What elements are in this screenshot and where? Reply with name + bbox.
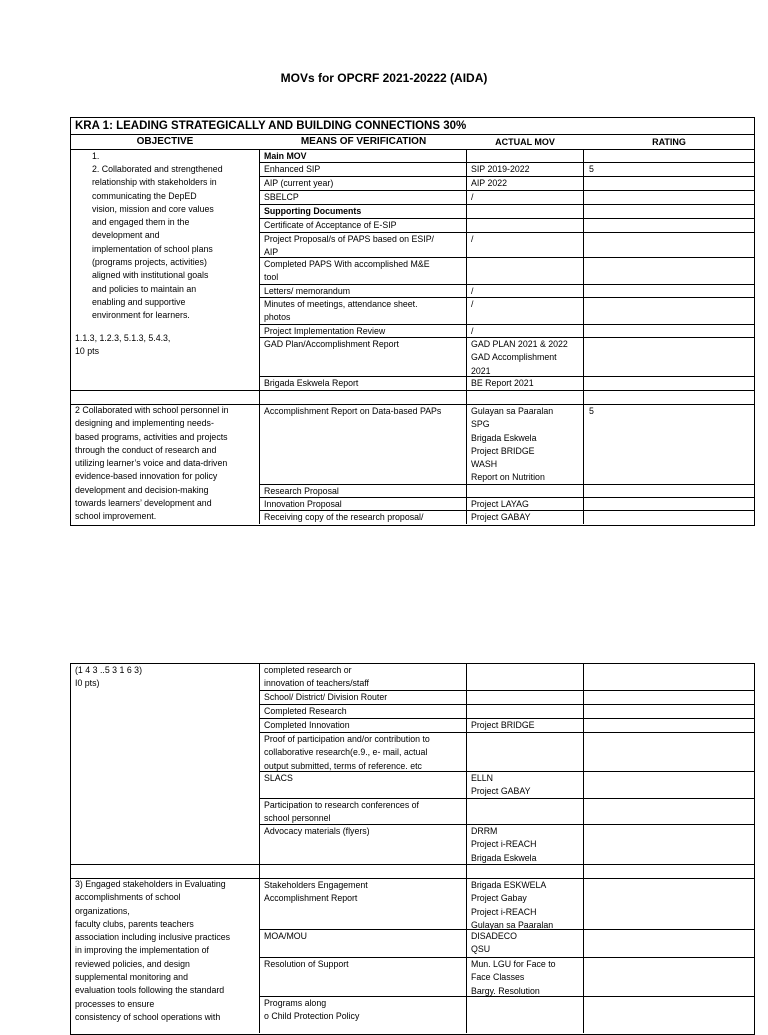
t2-row-9-mov: Stakeholders Engagement Accomplishment Report bbox=[264, 880, 368, 904]
t1-row-14-mov: Accomplishment Report on Data-based PAPs bbox=[264, 406, 442, 416]
objective-2-codes: (1 4 3 ..5 3 1 6 3) I0 pts) bbox=[75, 665, 142, 689]
t2-row-2-mov: Completed Research bbox=[264, 706, 347, 716]
t1-row-4-mov: Supporting Documents bbox=[264, 206, 362, 216]
t1-row-2-mov: AIP (current year) bbox=[264, 178, 334, 188]
objective-1-number: 1. bbox=[92, 151, 100, 161]
objective-1-text: 2. Collaborated and strengthened relationship with stakeholders in communicating the DepED vision, mission and core values and engaged them in the development and implementation of school plans (programs projects, activities) aligned with institutional goals and policies to maintain an enabling and supportive environment for learners. bbox=[92, 164, 223, 321]
t2-row-7-mov: Advocacy materials (flyers) bbox=[264, 826, 370, 836]
t2-row-1-mov: School/ District/ Division Router bbox=[264, 692, 388, 702]
t1-row-3-mov: SBELCP bbox=[264, 192, 299, 202]
t2-row-9-actual-mov: Brigada ESKWELA Project Gabay Project i-REACH Gulayan sa Paaralan bbox=[471, 880, 554, 930]
t1-row-9-actual-mov: / bbox=[471, 299, 474, 309]
t1-row-3-actual-mov: / bbox=[471, 192, 474, 202]
t2-row-10-actual-mov: DISADECO QSU bbox=[471, 931, 517, 955]
t2-row-5-mov: SLACS bbox=[264, 773, 293, 783]
t1-row-1-mov: Enhanced SIP bbox=[264, 164, 321, 174]
objective-1-codes: 1.1.3, 1.2.3, 5.1.3, 5.4.3, 10 pts bbox=[75, 333, 171, 357]
document-title: MOVs for OPCRF 2021-20222 (AIDA) bbox=[280, 71, 488, 85]
t1-row-6-mov: Project Proposal/s of PAPS based on ESIP/ AIP bbox=[264, 234, 435, 258]
kra-title: KRA 1: LEADING STRATEGICALLY AND BUILDING CONNECTIONS 30% bbox=[75, 120, 467, 132]
objective-3-text: 3) Engaged stakeholders in Evaluating accomplishments of school organizations, faculty clubs, parents teachers association including inclusive practices in improving the implementation of reviewed policies, and design supplemental monitoring and evaluation tools following the standard processes to ensure consistency of school operations with bbox=[75, 879, 231, 1022]
t2-row-3-mov: Completed Innovation bbox=[264, 720, 350, 730]
t1-row-16-actual-mov: Project LAYAG bbox=[471, 499, 529, 509]
t2-row-11-actual-mov: Mun. LGU for Face to Face Classes Bargy. Resolution bbox=[471, 959, 556, 996]
t1-row-16-mov: Innovation Proposal bbox=[264, 499, 342, 509]
header-actual-mov: ACTUAL MOV bbox=[495, 137, 555, 147]
header-rating: RATING bbox=[652, 137, 686, 147]
t2-row-6-mov: Participation to research conferences of school personnel bbox=[264, 800, 420, 824]
t1-row-10-actual-mov: / bbox=[471, 326, 474, 336]
t1-row-2-actual-mov: AIP 2022 bbox=[471, 178, 508, 188]
t1-row-8-mov: Letters/ memorandum bbox=[264, 286, 351, 296]
t2-row-12-mov: Programs along o Child Protection Policy bbox=[264, 998, 360, 1022]
t1-row-8-actual-mov: / bbox=[471, 286, 474, 296]
header-objective: OBJECTIVE bbox=[136, 136, 194, 147]
t1-row-7-mov: Completed PAPS With accomplished M&E tool bbox=[264, 259, 430, 283]
t1-row-12-actual-mov: BE Report 2021 bbox=[471, 378, 534, 388]
t1-row-11-actual-mov: GAD PLAN 2021 & 2022 GAD Accomplishment 2021 bbox=[471, 339, 568, 376]
t1-row-15-mov: Research Proposal bbox=[264, 486, 339, 496]
t2-row-10-mov: MOA/MOU bbox=[264, 931, 308, 941]
t1-row-1-rating: 5 bbox=[589, 164, 594, 174]
t1-row-10-mov: Project Implementation Review bbox=[264, 326, 386, 336]
t1-row-14-actual-mov: Gulayan sa Paaralan SPG Brigada Eskwela Project BRIDGE WASH Report on Nutrition bbox=[471, 406, 554, 483]
t2-row-0-mov: completed research or innovation of teachers/staff bbox=[264, 665, 369, 689]
t2-row-11-mov: Resolution of Support bbox=[264, 959, 349, 969]
t1-row-14-rating: 5 bbox=[589, 406, 594, 416]
t2-row-5-actual-mov: ELLN Project GABAY bbox=[471, 773, 531, 797]
t2-row-4-mov: Proof of participation and/or contribution to collaborative research(e.9., e- mail, actual output submitted, terms of reference. etc bbox=[264, 734, 430, 771]
t2-row-3-actual-mov: Project BRIDGE bbox=[471, 720, 535, 730]
t1-row-0-mov: Main MOV bbox=[264, 151, 307, 161]
t1-row-6-actual-mov: / bbox=[471, 234, 474, 244]
t2-row-7-actual-mov: DRRM Project i-REACH Brigada Eskwela bbox=[471, 826, 537, 863]
t1-row-17-actual-mov: Project GABAY bbox=[471, 512, 531, 522]
t1-row-5-mov: Certificate of Acceptance of E-SIP bbox=[264, 220, 397, 230]
t1-row-17-mov: Receiving copy of the research proposal/ bbox=[264, 512, 424, 522]
t1-row-1-actual-mov: SIP 2019-2022 bbox=[471, 164, 530, 174]
t1-row-11-mov: GAD Plan/Accomplishment Report bbox=[264, 339, 399, 349]
t1-row-12-mov: Brigada Eskwela Report bbox=[264, 378, 359, 388]
header-means-of-verification: MEANS OF VERIFICATION bbox=[300, 136, 427, 147]
objective-2-text: 2 Collaborated with school personnel in designing and implementing needs- based programs, activities and projects through the conduct of research and utilizing learner’s voice and data-driven evidence-based innovation for policy development and decision-making towards learners’ development and school improvement. bbox=[75, 405, 229, 522]
t1-row-9-mov: Minutes of meetings, attendance sheet. photos bbox=[264, 299, 418, 323]
